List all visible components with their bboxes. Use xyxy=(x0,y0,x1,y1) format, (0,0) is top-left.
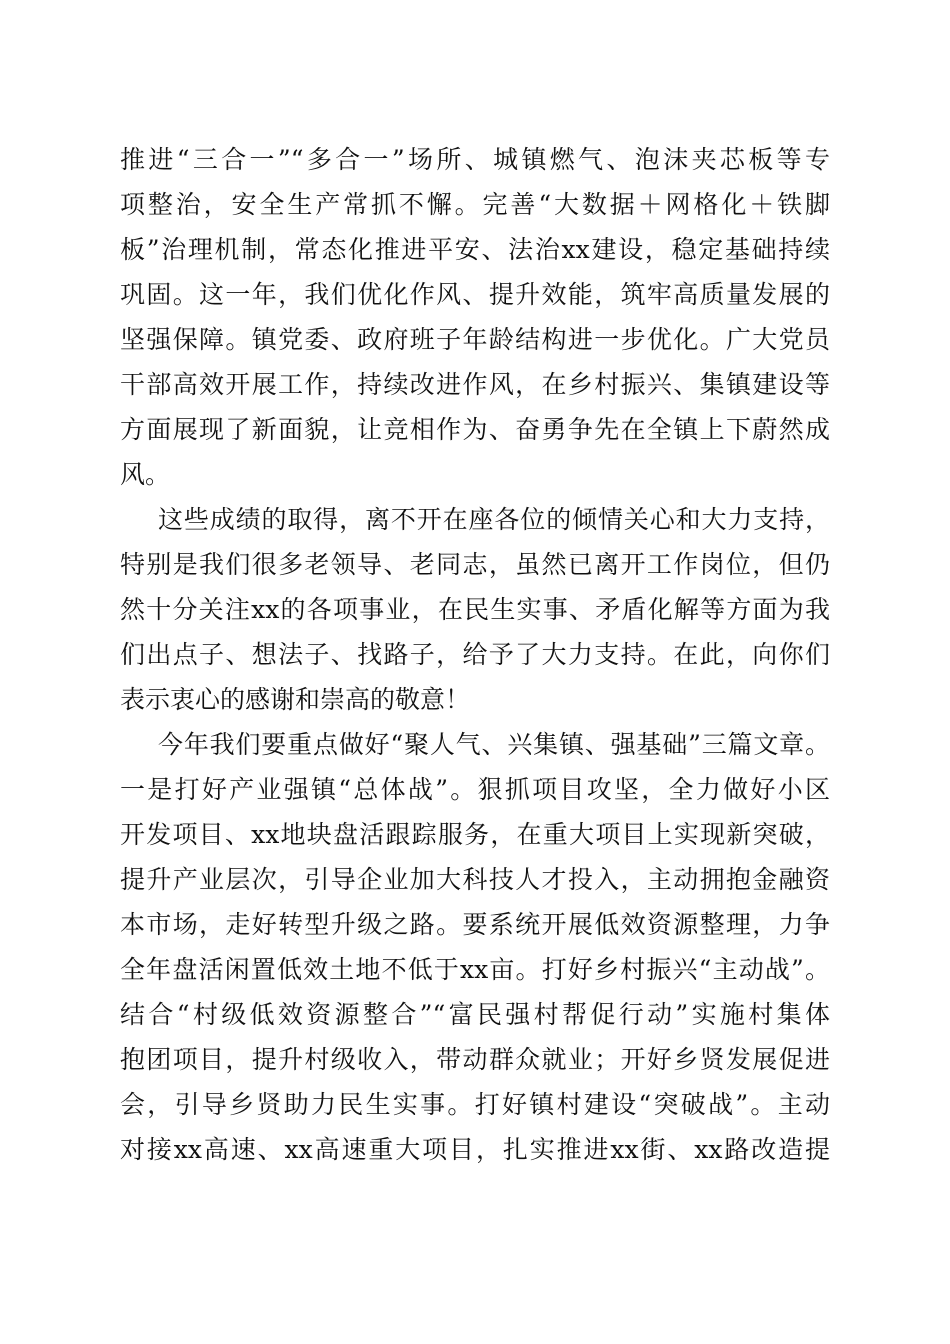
text-line: 坚强保障。镇党委、政府班子年龄结构进一步优化。广大党员 xyxy=(120,325,830,354)
text-line: 然十分关注xx的各项事业，在民生实事、矛盾化解等方面为我 xyxy=(120,595,830,624)
text-line: 这些成绩的取得，离不开在座各位的倾情关心和大力支持， xyxy=(158,505,830,534)
text-line: 抱团项目，提升村级收入，带动群众就业；开好乡贤发展促进 xyxy=(120,1045,830,1074)
text-line: 方面展现了新面貌，让竞相作为、奋勇争先在全镇上下蔚然成 xyxy=(120,415,830,444)
text-line: 开发项目、xx地块盘活跟踪服务，在重大项目上实现新突破， xyxy=(120,820,830,849)
text-line: 巩固。这一年，我们优化作风、提升效能，筑牢高质量发展的 xyxy=(120,280,830,309)
text-line: 项整治，安全生产常抓不懈。完善“大数据＋网格化＋铁脚 xyxy=(120,190,830,219)
text-line: 们出点子、想法子、找路子，给予了大力支持。在此，向你们 xyxy=(120,640,830,669)
text-line: 本市场，走好转型升级之路。要系统开展低效资源整理，力争 xyxy=(120,910,830,939)
text-line: 会，引导乡贤助力民生实事。打好镇村建设“突破战”。主动 xyxy=(120,1090,830,1119)
text-line: 板”治理机制，常态化推进平安、法治xx建设，稳定基础持续 xyxy=(120,235,830,264)
text-line: 风。 xyxy=(120,460,171,489)
text-line: 推进“三合一”“多合一”场所、城镇燃气、泡沫夹芯板等专 xyxy=(120,145,830,174)
text-line: 特别是我们很多老领导、老同志，虽然已离开工作岗位，但仍 xyxy=(120,550,830,579)
text-line: 今年我们要重点做好“聚人气、兴集镇、强基础”三篇文章。 xyxy=(158,730,830,759)
text-line: 一是打好产业强镇“总体战”。狠抓项目攻坚，全力做好小区 xyxy=(120,775,830,804)
text-line: 提升产业层次，引导企业加大科技人才投入，主动拥抱金融资 xyxy=(120,865,830,894)
text-line: 干部高效开展工作，持续改进作风，在乡村振兴、集镇建设等 xyxy=(120,370,830,399)
text-line: 结合“村级低效资源整合”“富民强村帮促行动”实施村集体 xyxy=(120,1000,830,1029)
text-line: 全年盘活闲置低效土地不低于xx亩。打好乡村振兴“主动战”。 xyxy=(120,955,830,984)
text-line: 表示衷心的感谢和崇高的敬意！ xyxy=(120,685,471,714)
text-line: 对接xx高速、xx高速重大项目，扎实推进xx街、xx路改造提 xyxy=(120,1135,830,1164)
